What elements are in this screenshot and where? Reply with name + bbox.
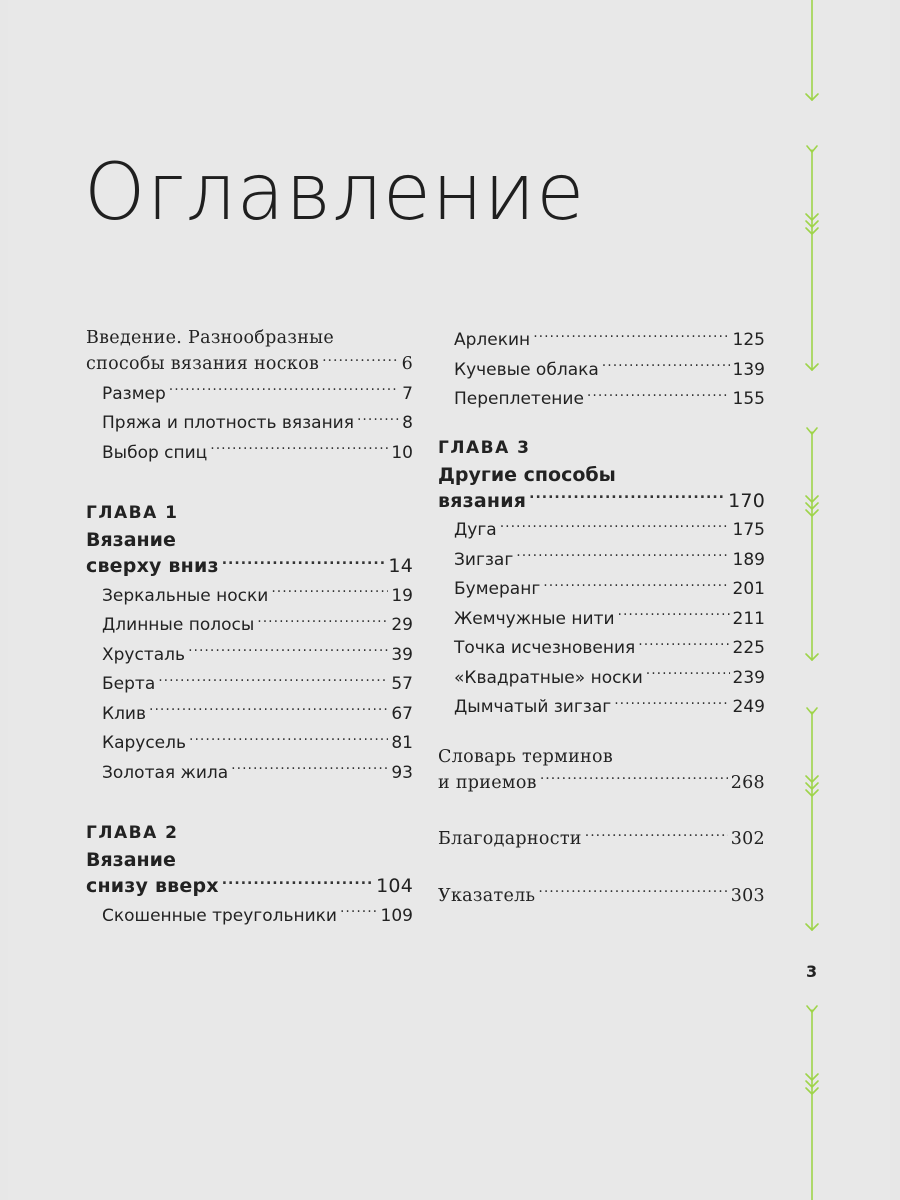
leader-dots	[222, 873, 373, 892]
arrow-stroke	[806, 221, 812, 227]
chapter-label: ГЛАВА 1	[86, 503, 179, 523]
toc-entry[interactable]	[86, 902, 413, 932]
toc-entry[interactable]	[438, 634, 765, 664]
arrow-stroke	[812, 496, 818, 502]
toc-page-number: 239	[732, 667, 765, 688]
leader-dots	[538, 883, 727, 901]
leader-dots	[618, 607, 730, 624]
toc-page-number: 109	[380, 905, 413, 926]
toc-page-number: 201	[732, 579, 765, 599]
toc-page-number: 81	[391, 733, 413, 753]
arrow-stroke	[806, 94, 812, 100]
toc-entry[interactable]	[86, 641, 413, 671]
toc-entry-label: Переплетение	[454, 389, 584, 409]
leader-dots	[169, 382, 399, 399]
toc-entry[interactable]	[86, 700, 413, 730]
toc-entry-label: Золотая жила	[102, 762, 229, 783]
leader-dots	[357, 411, 399, 428]
toc-entry[interactable]	[438, 356, 765, 386]
arrow-stroke	[807, 1006, 812, 1012]
toc-entry[interactable]	[86, 670, 413, 700]
toc-entry-label: способы вязания носков	[86, 354, 320, 374]
toc-page-number: 211	[732, 608, 765, 629]
arrow-stroke	[806, 1088, 812, 1094]
toc-page-number: 14	[388, 555, 413, 577]
arrow-stroke	[806, 776, 812, 782]
toc-page-number: 10	[391, 442, 413, 463]
toc-page-number: 29	[391, 615, 413, 635]
toc-entry[interactable]	[86, 380, 413, 410]
toc-entry-intro[interactable]	[86, 350, 413, 380]
arrow-stroke	[812, 1088, 818, 1094]
leader-dots	[257, 613, 388, 630]
leader-dots	[149, 702, 388, 719]
leader-dots	[222, 553, 386, 572]
toc-entry-label: Скошенные треугольники	[102, 905, 337, 926]
arrow-stroke	[806, 228, 812, 234]
toc-entry-label: Пряжа и плотность вязания	[102, 413, 354, 433]
chapter-label: ГЛАВА 3	[438, 437, 531, 458]
leader-dots	[614, 695, 729, 712]
toc-left-column	[86, 326, 413, 931]
arrow-decoration	[800, 0, 824, 1200]
chapter-title-line1: Другие способы	[438, 463, 616, 486]
arrow-stroke	[812, 790, 818, 796]
toc-entry-label: Жемчужные нити	[454, 608, 615, 629]
toc-entry-label: «Квадратные» носки	[454, 667, 643, 688]
toc-page-number: 139	[732, 359, 765, 380]
toc-page-number: 225	[732, 638, 765, 658]
toc-entry[interactable]	[86, 729, 413, 759]
toc-page-number: 125	[732, 330, 765, 350]
arrow-stroke	[812, 510, 818, 516]
toc-page-number: 175	[732, 520, 765, 540]
toc-entry-label: Арлекин	[454, 330, 531, 350]
arrow-stroke	[812, 428, 817, 434]
toc-entry-label: Дымчатый зигзаг	[454, 697, 612, 717]
toc-entry[interactable]	[438, 516, 765, 546]
toc-entry-chapter[interactable]	[86, 552, 413, 582]
toc-entry[interactable]	[438, 326, 765, 356]
arrow-stroke	[806, 654, 812, 660]
toc-entry-chapter[interactable]	[438, 487, 765, 517]
toc-page-number: 93	[391, 762, 413, 783]
leader-dots	[529, 488, 725, 507]
toc-entry-label: Хрусталь	[102, 644, 186, 665]
toc-right-column	[438, 326, 765, 911]
toc-page-number: 170	[728, 489, 765, 512]
leader-dots	[210, 441, 388, 458]
chapter-title-line1: Вязание	[86, 849, 176, 871]
toc-entry-label: Указатель	[438, 885, 536, 906]
toc-intro-title-line1: Введение. Разнообразные	[86, 328, 335, 348]
toc-page-number: 268	[730, 772, 765, 793]
page-title: Оглавление	[84, 148, 586, 238]
leader-dots	[500, 518, 730, 535]
toc-page-number: 7	[402, 383, 413, 404]
toc-page-number: 6	[401, 354, 413, 374]
arrow-stroke	[812, 1006, 817, 1012]
toc-page-number: 8	[402, 413, 413, 433]
arrow-stroke	[812, 503, 818, 509]
arrow-stroke	[812, 654, 818, 660]
toc-entry[interactable]	[86, 439, 413, 469]
arrow-stroke	[807, 146, 812, 152]
chapter-title-line1: Вязание	[86, 529, 176, 551]
toc-entry-label: Длинные полосы	[102, 615, 255, 635]
toc-page-number: 155	[732, 389, 765, 409]
arrow-stroke	[806, 364, 812, 370]
arrow-stroke	[812, 221, 818, 227]
arrow-stroke	[806, 790, 812, 796]
page-number: 3	[806, 962, 818, 981]
toc-entry[interactable]	[86, 611, 413, 641]
toc-entry[interactable]	[86, 759, 413, 789]
toc-page-number: 67	[391, 703, 413, 724]
arrow-stroke	[806, 503, 812, 509]
leader-dots	[340, 904, 378, 921]
toc-entry-label: Точка исчезновения	[454, 638, 636, 658]
arrow-stroke	[806, 1074, 812, 1080]
toc-entry-label: Выбор спиц	[102, 442, 208, 463]
arrow-stroke	[812, 214, 818, 220]
toc-entry[interactable]	[86, 582, 413, 612]
toc-entry-label: Благодарности	[438, 829, 582, 849]
toc-entry-chapter[interactable]	[86, 872, 413, 902]
leader-dots	[602, 358, 730, 375]
arrow-stroke	[812, 364, 818, 370]
toc-page-number: 249	[732, 697, 765, 717]
toc-entry-thanks[interactable]	[438, 825, 765, 855]
arrow-stroke	[812, 146, 817, 152]
toc-entry[interactable]	[86, 409, 413, 439]
arrow-stroke	[807, 708, 812, 714]
toc-entry-label: и приемов	[438, 772, 537, 793]
toc-entry-label: Размер	[102, 383, 166, 404]
leader-dots	[540, 770, 728, 788]
leader-dots	[158, 672, 388, 689]
arrow-stroke	[812, 94, 818, 100]
leader-dots	[533, 328, 729, 345]
toc-entry-label: сверху вниз	[86, 555, 219, 577]
leader-dots	[188, 643, 388, 660]
leader-dots	[585, 827, 728, 845]
toc-entry-label: Дуга	[454, 520, 497, 540]
arrow-stroke	[806, 924, 812, 930]
toc-page-number: 302	[730, 829, 765, 849]
toc-entry-label: Бумеранг	[454, 579, 541, 599]
toc-entry-label: Кучевые облака	[454, 359, 599, 380]
toc-entry[interactable]	[438, 605, 765, 635]
toc-entry-index[interactable]	[438, 882, 765, 912]
arrow-stroke	[807, 428, 812, 434]
arrow-stroke	[812, 708, 817, 714]
toc-entry[interactable]	[438, 693, 765, 723]
arrow-stroke	[812, 924, 818, 930]
arrow-stroke	[806, 1081, 812, 1087]
arrow-stroke	[806, 510, 812, 516]
toc-entry-label: Зигзаг	[454, 549, 514, 570]
arrow-stroke	[806, 496, 812, 502]
toc-page-number: 19	[391, 585, 413, 606]
toc-entry[interactable]	[438, 575, 765, 605]
toc-page-number: 104	[376, 875, 413, 897]
leader-dots	[543, 577, 729, 594]
toc-entry-label: Берта	[102, 674, 156, 694]
arrow-stroke	[812, 1074, 818, 1080]
leader-dots	[638, 636, 729, 653]
leader-dots	[322, 352, 398, 370]
arrow-stroke	[812, 776, 818, 782]
toc-entry-label: Клив	[102, 703, 147, 724]
leader-dots	[587, 387, 730, 404]
leader-dots	[271, 584, 388, 601]
toc-entry[interactable]	[438, 546, 765, 576]
toc-entry[interactable]	[438, 664, 765, 694]
toc-page-number: 57	[391, 674, 413, 694]
toc-entry[interactable]	[438, 385, 765, 415]
toc-page-number: 39	[391, 644, 413, 665]
toc-glossary-line1: Словарь терминов	[438, 746, 613, 767]
arrow-stroke	[812, 228, 818, 234]
leader-dots	[516, 548, 729, 565]
arrow-stroke	[806, 214, 812, 220]
arrow-stroke	[812, 1081, 818, 1087]
toc-entry-label: Карусель	[102, 733, 187, 753]
toc-entry-label: снизу вверх	[86, 875, 219, 897]
toc-entry-glossary[interactable]	[438, 769, 765, 799]
toc-page-number: 303	[730, 885, 765, 906]
arrow-stroke	[812, 783, 818, 789]
toc-entry-label: вязания	[438, 489, 527, 512]
leader-dots	[231, 761, 388, 778]
toc-entry-label: Зеркальные носки	[102, 585, 269, 606]
arrow-stroke	[806, 783, 812, 789]
leader-dots	[189, 731, 388, 748]
toc-page-number: 189	[732, 549, 765, 570]
chapter-label: ГЛАВА 2	[86, 823, 179, 843]
leader-dots	[646, 666, 730, 683]
